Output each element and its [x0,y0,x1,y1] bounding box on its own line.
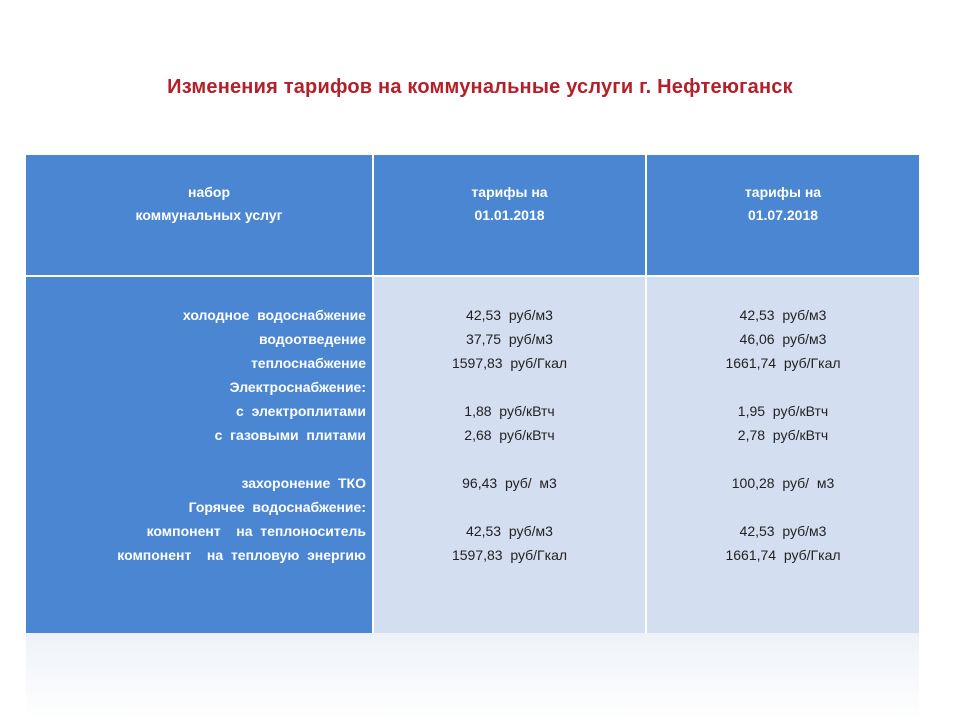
tariff-cell: 42,53 руб/м3 [466,523,553,539]
tariff-cell: 1,88 руб/кВтч [464,403,555,419]
service-cell: Горячее водоснабжение: [188,499,366,515]
header-services-line2: коммунальных услуг [135,207,283,223]
tariff-cell [374,375,645,399]
service-cell: компонент на тепловую энергию [117,547,366,563]
table-reflection [26,633,919,720]
tariff-cell: 46,06 руб/м3 [739,331,827,347]
tariff-cell: 100,28 руб/ м3 [731,475,835,491]
page-title: Изменения тарифов на коммунальные услуги г. Нефтеюганск [167,76,793,98]
tariff-jan-column [374,277,645,633]
tariff-cell [647,447,919,471]
header-tariff-jan [374,155,645,275]
tariff-cell: 1661,74 руб/Гкал [725,355,841,371]
tariff-cell [647,495,919,519]
tariff-cell: 1661,74 руб/Гкал [725,547,841,563]
tariff-cell: 42,53 руб/м3 [466,307,553,323]
tariff-cell: 37,75 руб/м3 [466,331,553,347]
service-cell [26,447,366,471]
service-cell: теплоснабжение [250,355,366,371]
tariff-cell: 1,95 руб/кВтч [737,403,829,419]
tariff-jul-column [647,277,919,633]
tariff-cell: 2,68 руб/кВтч [464,427,555,443]
header-services-line1: набор [188,184,230,200]
tariff-cell [374,447,645,471]
header-tariff-jan-line2: 01.01.2018 [474,207,545,223]
tariff-table [26,155,919,633]
tariff-cell: 96,43 руб/ м3 [462,475,557,491]
tariff-cell: 1597,83 руб/Гкал [451,547,568,563]
service-cell: холодное водоснабжение [182,307,366,323]
tariff-cell [647,375,919,399]
header-tariff-jul [647,155,919,275]
tariff-cell: 42,53 руб/м3 [739,307,827,323]
service-cell: с электроплитами [236,403,366,419]
service-cell: захоронение ТКО [241,475,366,491]
service-cell: компонент на теплоноситель [146,523,366,539]
tariff-cell [374,495,645,519]
service-cell: Электроснабжение: [229,379,366,395]
service-cell: водоотведение [258,331,366,347]
header-services [26,155,372,275]
tariff-cell: 42,53 руб/м3 [739,523,827,539]
tariff-cell: 2,78 руб/кВтч [737,427,829,443]
services-column [26,277,372,633]
header-tariff-jul-line1: тарифы на [744,184,822,200]
tariff-cell: 1597,83 руб/Гкал [451,355,568,371]
header-tariff-jan-line1: тарифы на [471,184,548,200]
service-cell: с газовыми плитами [214,427,366,443]
header-tariff-jul-line2: 01.07.2018 [747,207,819,223]
